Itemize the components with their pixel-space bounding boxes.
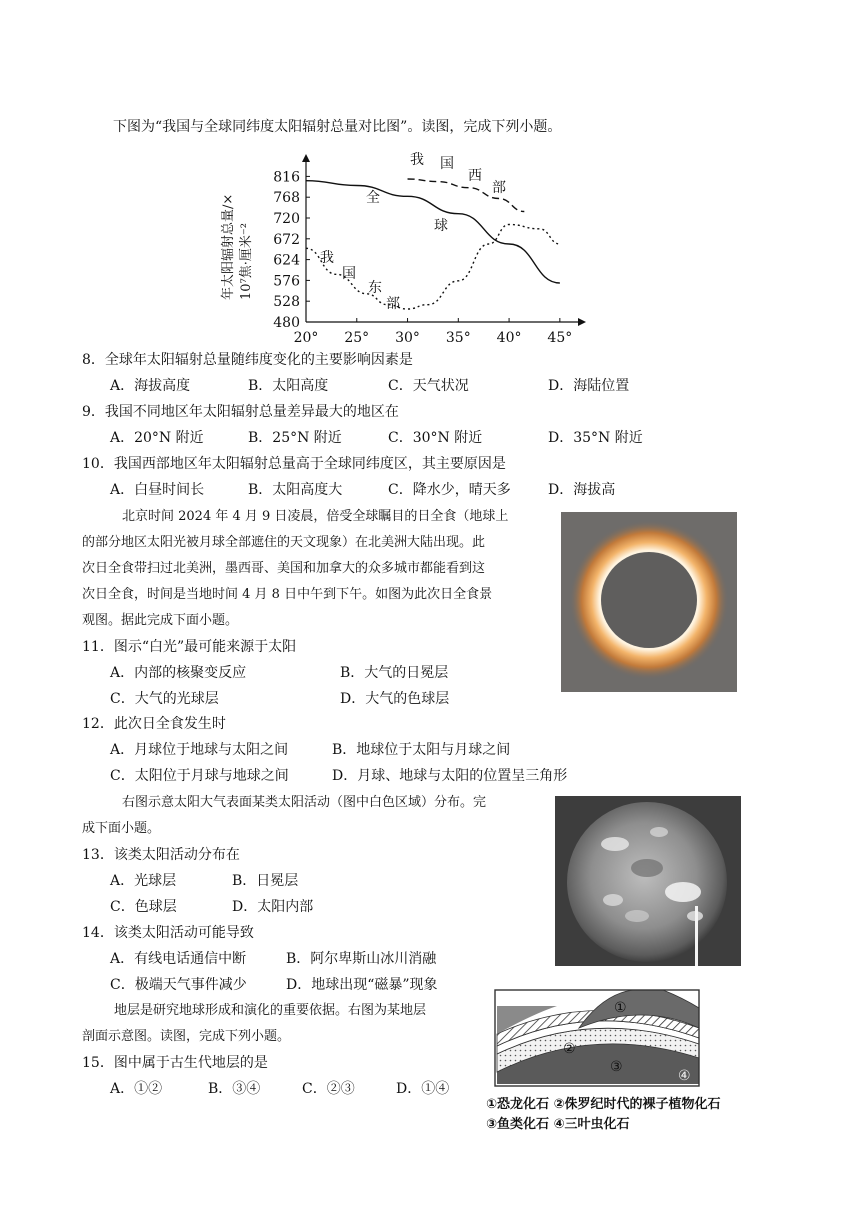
x-tick-label: 45° (547, 330, 573, 346)
q13-option-b[interactable]: B．日冕层 (232, 873, 299, 889)
y-axis-arrow (302, 154, 310, 162)
x-tick-label: 20° (293, 330, 319, 346)
label-east-char: 部 (386, 296, 400, 312)
q14-option-a[interactable]: A．有线电话通信中断 (110, 951, 247, 967)
q12-option-b[interactable]: B．地球位于太阳与月球之间 (332, 742, 511, 758)
q8-option-a[interactable]: A．海拔高度 (110, 378, 191, 394)
q8-option-d[interactable]: D．海陆位置 (548, 378, 630, 394)
strata-passage-line-1: 地层是研究地球形成和演化的重要依据。右图为某地层 (114, 1003, 427, 1018)
radiation-chart (210, 150, 590, 350)
q14-stem: 14．该类太阳活动可能导致 (82, 925, 254, 941)
q10-option-c[interactable]: C．降水少，晴天多 (388, 482, 511, 498)
q14-option-b[interactable]: B．阿尔卑斯山冰川消融 (286, 951, 437, 967)
strata-label-1: ① (614, 1000, 627, 1016)
solar-passage-line-1: 右图示意太阳大气表面某类太阳活动（图中白色区域）分布。完 (122, 795, 487, 810)
q13-stem: 13．该类太阳活动分布在 (82, 847, 240, 863)
q12-option-a[interactable]: A．月球位于地球与太阳之间 (110, 742, 289, 758)
eclipse-passage-line-3: 次日全食带扫过北美洲，墨西哥、美国和加拿大的众多城市都能看到这 (82, 561, 486, 576)
label-east-char: 国 (342, 266, 356, 282)
q10-option-a[interactable]: A．白昼时间长 (110, 482, 205, 498)
label-west-char: 国 (440, 156, 454, 172)
q9-option-d[interactable]: D．35°N 附近 (548, 430, 643, 446)
q15-option-a[interactable]: A．①② (110, 1081, 163, 1097)
x-axis-arrow (578, 318, 586, 326)
label-west-char: 部 (492, 180, 506, 196)
eclipse-passage-line-5: 观图。据此完成下面小题。 (82, 613, 239, 628)
eclipse-passage-line-2: 的部分地区太阳光被月球全部遮住的天文现象）在北美洲大陆出现。此 (82, 535, 486, 550)
q8-option-c[interactable]: C．天气状况 (388, 378, 469, 394)
y-tick-label: 480 (273, 315, 300, 331)
q8-stem: 8．全球年太阳辐射总量随纬度变化的主要影响因素是 (82, 352, 413, 368)
q12-option-d[interactable]: D．月球、地球与太阳的位置呈三角形 (332, 768, 568, 784)
y-tick-label: 528 (273, 294, 300, 311)
solar-activity-image (555, 796, 741, 966)
x-tick-label: 35° (445, 330, 471, 346)
q15-option-d[interactable]: D．①④ (396, 1081, 450, 1097)
intro-text: 下图为“我国与全球同纬度太阳辐射总量对比图”。读图，完成下列小题。 (113, 119, 562, 135)
q9-option-a[interactable]: A．20°N 附近 (110, 430, 204, 446)
q13-option-d[interactable]: D．太阳内部 (232, 899, 314, 915)
q15-stem: 15．图中属于古生代地层的是 (82, 1055, 268, 1071)
y-tick-label: 672 (273, 231, 300, 248)
label-west-char: 我 (410, 152, 424, 168)
q14-option-d[interactable]: D．地球出现“磁暴”现象 (286, 977, 438, 993)
x-tick-label: 30° (395, 330, 420, 346)
label-global-char: 球 (434, 218, 448, 234)
q9-option-b[interactable]: B．25°N 附近 (248, 430, 342, 446)
y-axis-label-line-1: 年太阳辐射总量/× (221, 193, 236, 300)
strata-diagram (493, 988, 703, 1088)
solar-passage-line-2: 成下面小题。 (82, 821, 161, 836)
y-tick-label: 576 (273, 273, 300, 290)
q10-option-b[interactable]: B．太阳高度大 (248, 482, 343, 498)
q8-option-b[interactable]: B．太阳高度 (248, 378, 329, 394)
strata-label-2: ② (563, 1041, 576, 1057)
series-line-我国西部 (408, 179, 525, 212)
q12-stem: 12．此次日全食发生时 (82, 716, 226, 732)
q11-stem: 11．图示“白光”最可能来源于太阳 (82, 639, 297, 655)
q11-option-c[interactable]: C．大气的光球层 (110, 691, 219, 707)
q11-option-d[interactable]: D．大气的色球层 (340, 691, 450, 707)
label-west-char: 西 (468, 168, 482, 184)
label-east-char: 我 (320, 250, 334, 266)
q15-option-c[interactable]: C．②③ (302, 1081, 355, 1097)
q12-option-c[interactable]: C．太阳位于月球与地球之间 (110, 768, 289, 784)
y-tick-label: 816 (273, 169, 300, 186)
strata-legend-line-2: ③鱼类化石 ④三叶虫化石 (486, 1117, 630, 1132)
strata-passage-line-2: 剖面示意图。读图，完成下列小题。 (82, 1029, 291, 1044)
y-tick-label: 624 (273, 252, 300, 269)
q11-option-a[interactable]: A．内部的核聚变反应 (110, 665, 247, 681)
q13-option-a[interactable]: A．光球层 (110, 873, 177, 889)
y-tick-label: 768 (273, 190, 300, 207)
q14-option-c[interactable]: C．极端天气事件减少 (110, 977, 247, 993)
eclipse-passage-line-1: 北京时间 2024 年 4 月 9 日凌晨，倍受全球瞩目的日全食（地球上 (122, 509, 509, 524)
eclipse-passage-line-4: 次日全食，时间是当地时间 4 月 8 日中午到下午。如图为此次日全食景 (82, 587, 493, 602)
q10-stem: 10．我国西部地区年太阳辐射总量高于全球同纬度区，其主要原因是 (82, 456, 506, 472)
label-east-char: 东 (368, 280, 382, 296)
q15-option-b[interactable]: B．③④ (208, 1081, 261, 1097)
x-tick-label: 25° (344, 330, 370, 346)
strata-legend-line-1: ①恐龙化石 ②侏罗纪时代的裸子植物化石 (486, 1097, 721, 1112)
q11-option-b[interactable]: B．大气的日冕层 (340, 665, 449, 681)
q9-stem: 9．我国不同地区年太阳辐射总量差异最大的地区在 (82, 404, 399, 420)
y-tick-label: 720 (273, 211, 300, 227)
y-axis-label-line-2: 10⁷焦·厘米⁻² (239, 223, 254, 300)
label-global-char: 全 (366, 190, 380, 206)
q13-option-c[interactable]: C．色球层 (110, 899, 177, 915)
strata-label-4: ④ (678, 1068, 691, 1084)
x-tick-label: 40° (496, 330, 522, 346)
solar-eclipse-image (561, 512, 737, 692)
strata-label-3: ③ (610, 1059, 623, 1075)
q10-option-d[interactable]: D．海拔高 (548, 482, 616, 498)
q9-option-c[interactable]: C．30°N 附近 (388, 430, 483, 446)
